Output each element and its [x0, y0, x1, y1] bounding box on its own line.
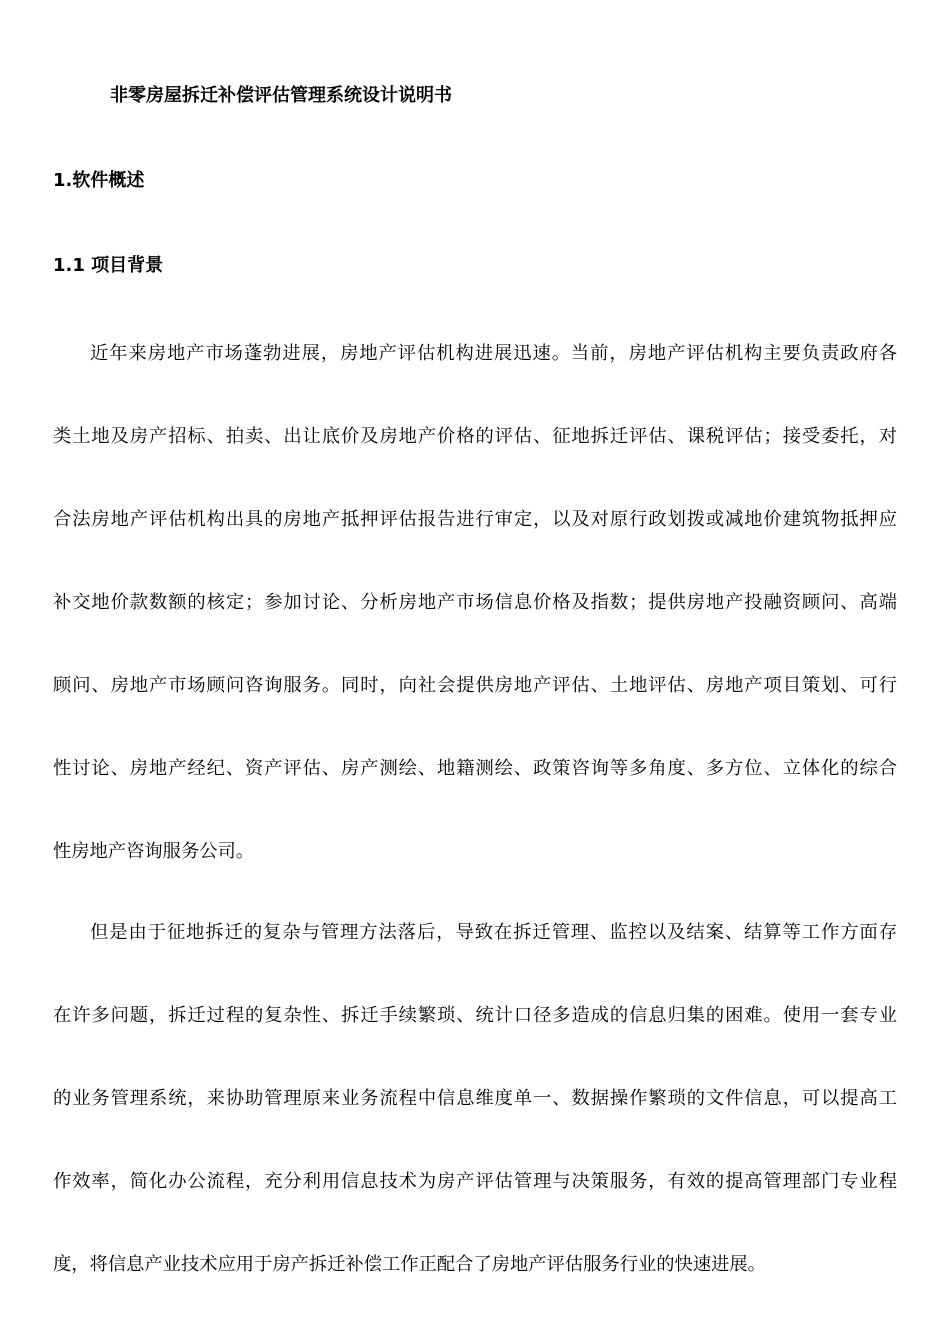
paragraph-line: 性房地产咨询服务公司。 [53, 841, 255, 862]
paragraph-line: 补交地价款数额的核定；参加讨论、分析房地产市场信息价格及指数；提供房地产投融资顾问、高端 [53, 592, 897, 613]
paragraph-line: 但是由于征地拆迁的复杂与管理方法落后，导致在拆迁管理、监控以及结案、结算等工作方面存 [90, 922, 897, 943]
paragraph-market-background [53, 342, 897, 923]
paragraph-line: 在许多问题，拆迁过程的复杂性、拆迁手续繁琐、统计口径多造成的信息归集的困难。使用一套专业 [53, 1005, 897, 1026]
paragraph-line: 的业务管理系统，来协助管理原来业务流程中信息维度单一、数据操作繁琐的文件信息，可以提高工 [53, 1088, 897, 1109]
paragraph-system-motivation [53, 921, 897, 1336]
document-title: 非零房屋拆迁补偿评估管理系统设计说明书 [110, 85, 452, 106]
section-heading-project-background: 1.1 项目背景 [53, 255, 164, 276]
paragraph-line: 顾问、房地产市场顾问咨询服务。同时，向社会提供房地产评估、土地评估、房地产项目策划、可行 [53, 675, 897, 696]
paragraph-line: 近年来房地产市场蓬勃进展，房地产评估机构进展迅速。当前，房地产评估机构主要负责政府各 [90, 343, 897, 364]
section-heading-software-overview: 1.软件概述 [53, 170, 145, 191]
paragraph-line: 类土地及房产招标、拍卖、出让底价及房地产价格的评估、征地拆迁评估、课税评估；接受委托，对 [53, 426, 897, 447]
paragraph-line: 度，将信息产业技术应用于房产拆迁补偿工作正配合了房地产评估服务行业的快速进展。 [53, 1254, 766, 1275]
paragraph-line: 性讨论、房地产经纪、资产评估、房产测绘、地籍测绘、政策咨询等多角度、多方位、立体化的综合 [53, 758, 897, 779]
paragraph-line: 作效率，简化办公流程，充分利用信息技术为房产评估管理与决策服务，有效的提高管理部门专业程 [53, 1171, 897, 1192]
paragraph-line: 合法房地产评估机构出具的房地产抵押评估报告进行审定，以及对原行政划拨或减地价建筑物抵押应 [53, 509, 897, 530]
